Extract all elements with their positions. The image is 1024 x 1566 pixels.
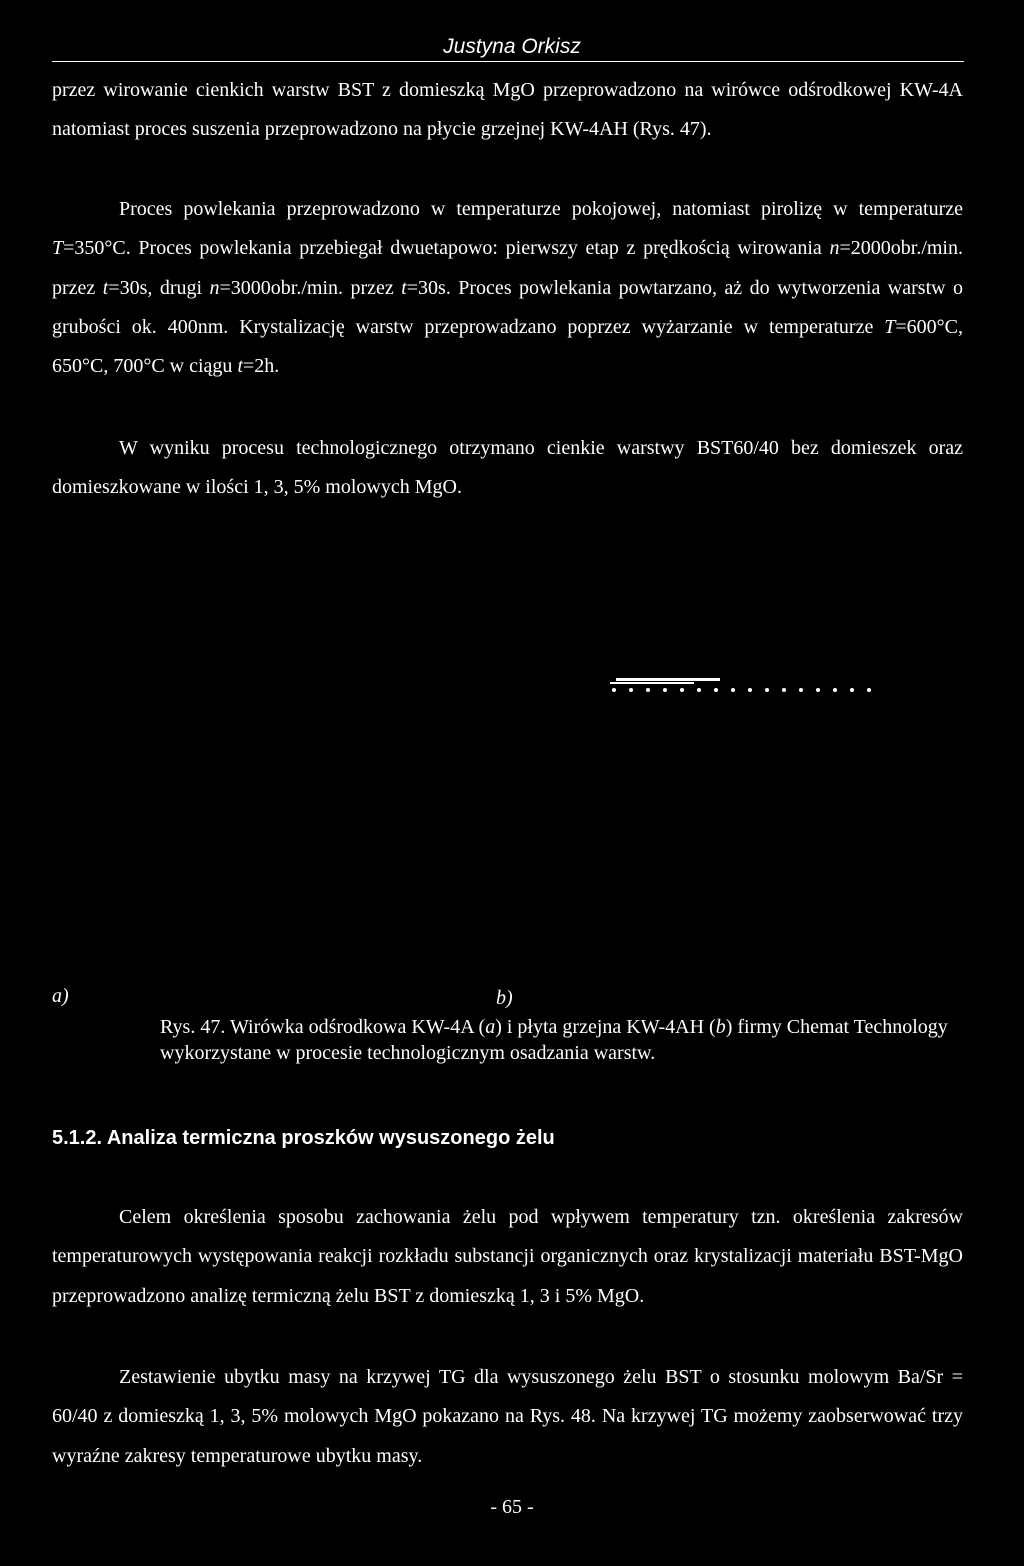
paragraph-coating-process: [52, 190, 963, 386]
running-header-author: Justyna Orkisz: [443, 35, 581, 58]
header-divider: [52, 61, 964, 62]
symbol-time: t: [401, 276, 407, 299]
paragraph-results: W wyniku procesu technologicznego otrzymano cienkie warstwy BST60/40 bez domieszek oraz domieszkowane w ilości 1, 3, 5% molowych MgO.: [52, 437, 963, 499]
paragraph-text-segment: =3000obr./min. przez: [219, 276, 402, 299]
figure-label-a: a): [52, 985, 69, 1007]
figure-image-area: [52, 520, 964, 980]
caption-text-segment: Rys. 47. Wirówka odśrodkowa KW-4A (: [160, 1016, 486, 1038]
paragraph-text-segment: =600°C, 650°C, 700°C w ciągu: [52, 315, 963, 378]
symbol-time: t: [102, 276, 109, 299]
paragraph-text-segment: =30s, drugi: [108, 276, 210, 299]
paragraph-spin-coating-intro: przez wirowanie cienkich warstw BST z domieszką MgO przeprowadzono na wirówce odśrodkowej KW-4A natomiast proces suszenia przeprowadzono na płycie grzejnej KW-4AH (Rys. 47).: [52, 79, 963, 141]
paragraph-text-segment: =2h.: [243, 355, 280, 378]
scan-artifact-dots: [610, 676, 880, 696]
symbol-speed: n: [209, 276, 220, 299]
symbol-temperature: T: [884, 315, 896, 338]
caption-ref-a: a: [485, 1016, 496, 1038]
caption-text-segment: ) firmy Chemat Technology wykorzystane w procesie technologicznym osadzania warstw.: [160, 1016, 948, 1064]
page-number: - 65 -: [490, 1496, 534, 1518]
figure-label-b: b): [496, 987, 513, 1009]
caption-ref-b: b: [715, 1016, 726, 1038]
figure-caption: [160, 1014, 960, 1066]
section-heading: 5.1.2. Analiza termiczna proszków wysuszonego żelu: [52, 1127, 555, 1149]
paragraph-text-segment: =2000obr./min. przez: [52, 237, 963, 299]
caption-text-segment: ) i płyta grzejna KW-4AH (: [495, 1016, 716, 1038]
paragraph-text-segment: Proces powlekania przeprowadzono w temperaturze pokojowej, natomiast pirolizę w temperaturze: [119, 198, 963, 220]
symbol-speed: n: [829, 237, 840, 260]
paragraph-thermal-analysis-goal: Celem określenia sposobu zachowania żelu pod wpływem temperatury tzn. określenia zakresów temperaturowych występowania reakcji rozkładu substancji organicznych oraz krystalizacji materiału BST-MgO przeprowadzono analizę termiczną żelu BST z domieszką 1, 3 i 5% MgO.: [52, 1206, 963, 1307]
symbol-time: t: [237, 355, 243, 378]
paragraph-text-segment: =350°C. Proces powlekania przebiegał dwuetapowo: pierwszy etap z prędkością wirowania: [63, 237, 830, 260]
paragraph-tg-summary: Zestawienie ubytku masy na krzywej TG dla wysuszonego żelu BST o stosunku molowym Ba/Sr = 60/40 z domieszką 1, 3, 5% molowych MgO pokazano na Rys. 48. Na krzywej TG możemy zaobserwować trzy wyraźne zakresy temperaturowe ubytku masy.: [52, 1366, 963, 1467]
symbol-temperature: T: [52, 237, 64, 260]
paragraph-text-segment: =30s. Proces powlekania powtarzano, aż do wytworzenia warstw o grubości ok. 400nm. Krystalizację warstw przeprowadzano poprzez wyżarzanie w temperaturze: [52, 276, 964, 338]
